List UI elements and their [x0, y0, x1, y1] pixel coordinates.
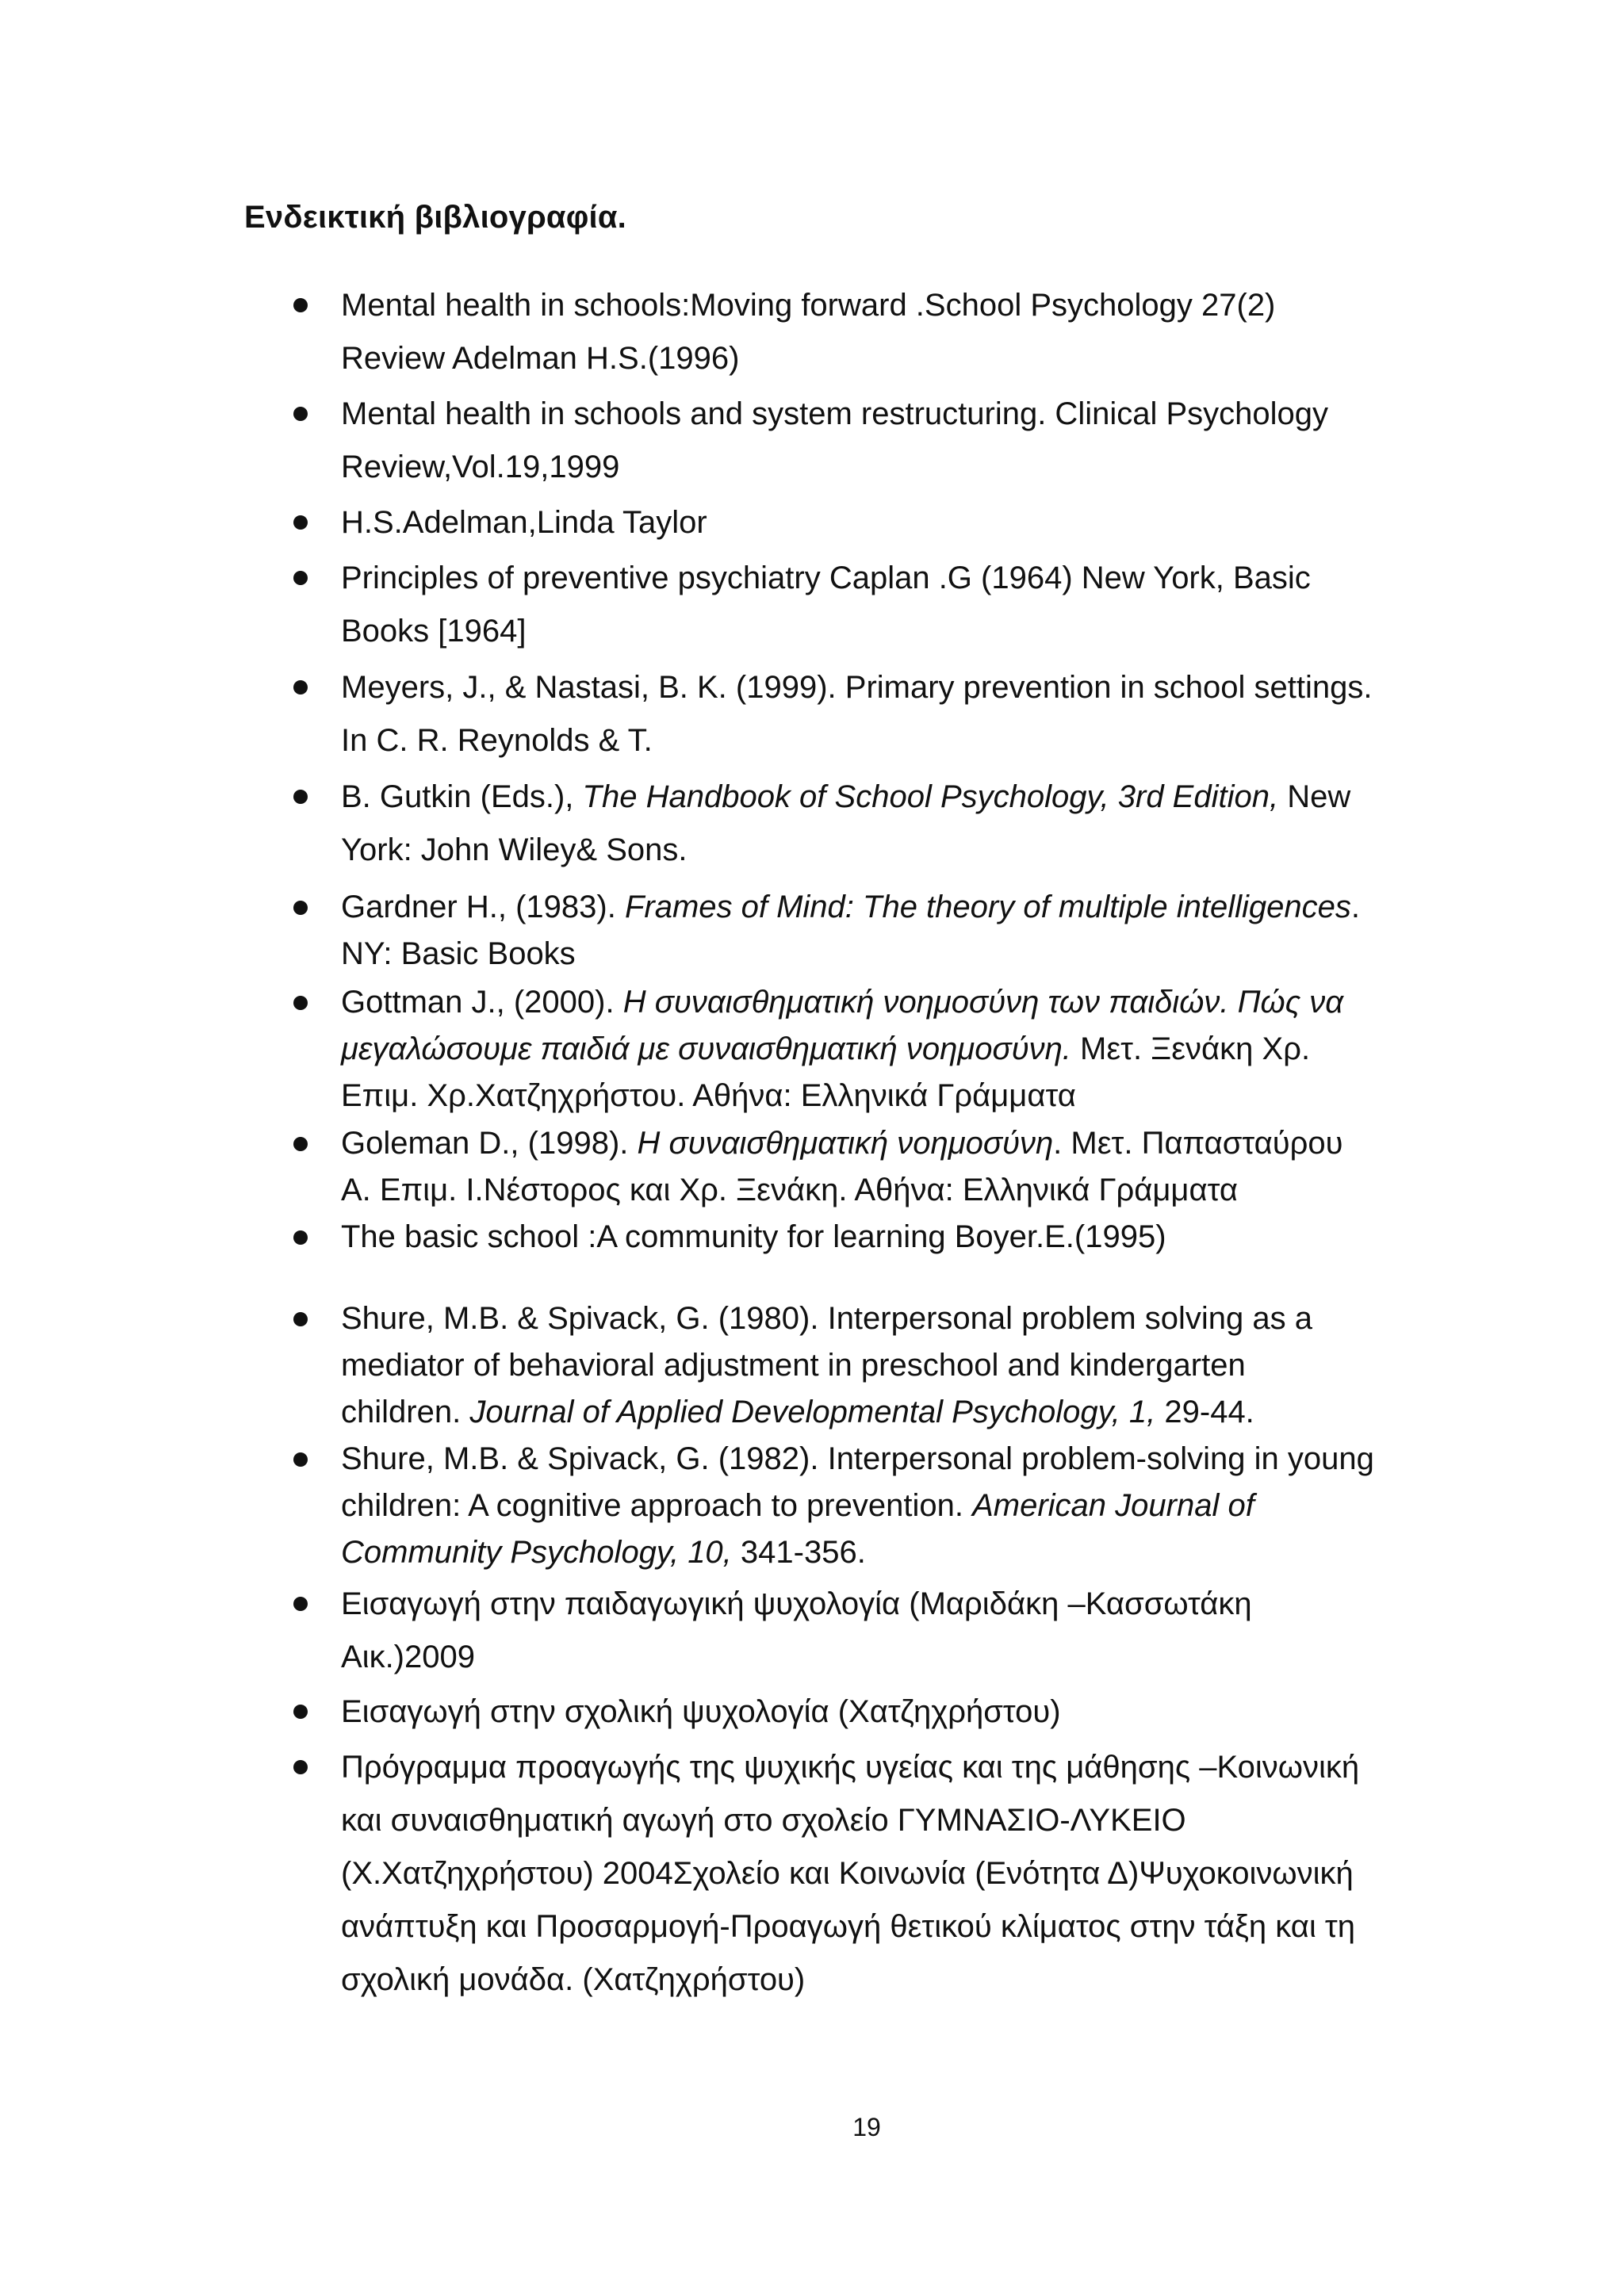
reference-item [341, 979, 1499, 1119]
page-number: 19 [852, 2113, 881, 2141]
bullet-icon [293, 1452, 308, 1467]
reference-item [341, 279, 1499, 385]
bullet-icon [293, 515, 308, 530]
reference-item [341, 388, 1499, 494]
reference-line: NY: Basic Books [341, 936, 576, 971]
reference-item [341, 1686, 1499, 1739]
reference-line: In C. R. Reynolds & T. [341, 723, 653, 758]
bullet-icon [293, 571, 308, 585]
bullet-icon [293, 901, 308, 915]
reference-line: Principles of preventive psychiatry Caplan .G (1964) New York, Basic [341, 561, 1311, 595]
reference-line: Gardner H., (1983). Frames of Mind: The theory of multiple intelligences. [341, 890, 1361, 924]
reference-line: Πρόγραμμα προαγωγής της ψυχικής υγείας και της μάθησης –Κοινωνική [341, 1750, 1360, 1785]
reference-line: (Χ.Χατζηχρήστου) 2004Σχολείο και Κοινωνία (Ενότητα Δ)Ψυχοκοινωνική [341, 1856, 1354, 1891]
reference-title: Η συναισθηματική νοημοσύνη [637, 1126, 1054, 1161]
reference-item [341, 1295, 1499, 1436]
bullet-icon [293, 1312, 308, 1326]
bullet-icon [293, 298, 308, 312]
reference-line: και συναισθηματική αγωγή στο σχολείο ΓΥΜΝΑΣΙΟ-ΛΥΚΕΙΟ [341, 1803, 1186, 1838]
reference-line: Αικ.)2009 [341, 1640, 475, 1674]
reference-title: μεγαλώσουμε παιδιά με συναισθηματική νοημοσύνη. [341, 1031, 1071, 1066]
reference-line: Mental health in schools:Moving forward .School Psychology 27(2) [341, 288, 1276, 323]
reference-line: μεγαλώσουμε παιδιά με συναισθηματική νοημοσύνη. Μετ. Ξενάκη Χρ. [341, 1031, 1311, 1066]
reference-title: American Journal of [972, 1488, 1254, 1523]
reference-line: Shure, M.B. & Spivack, G. (1982). Interpersonal problem-solving in young [341, 1441, 1374, 1476]
reference-title: Community Psychology, 10, [341, 1535, 732, 1570]
reference-item [341, 1578, 1499, 1684]
reference-title: Journal of Applied Developmental Psychology, 1, [469, 1395, 1156, 1429]
reference-line: children: A cognitive approach to prevention. American Journal of [341, 1488, 1254, 1523]
reference-line: Community Psychology, 10, 341-356. [341, 1535, 866, 1570]
reference-item [341, 1436, 1499, 1576]
reference-line: ανάπτυξη και Προσαρμογή-Προαγωγή θετικού κλίματος στην τάξη και τη [341, 1909, 1355, 1944]
reference-line: Books [1964] [341, 614, 527, 649]
bullet-icon [293, 407, 308, 421]
reference-line: Εισαγωγή στην παιδαγωγική ψυχολογία (Μαριδάκη –Κασσωτάκη [341, 1586, 1252, 1621]
reference-line: mediator of behavioral adjustment in preschool and kindergarten [341, 1348, 1246, 1383]
reference-item [341, 884, 1499, 978]
reference-line: Review Adelman H.S.(1996) [341, 341, 740, 376]
reference-line: Εισαγωγή στην σχολική ψυχολογία (Χατζηχρήστου) [341, 1694, 1061, 1729]
reference-line: Επιμ. Χρ.Χατζηχρήστου. Αθήνα: Ελληνικά Γράμματα [341, 1078, 1076, 1113]
reference-item [341, 552, 1499, 658]
reference-item [341, 661, 1499, 767]
reference-item [341, 1214, 1499, 1261]
reference-line: σχολική μονάδα. (Χατζηχρήστου) [341, 1962, 806, 1997]
bullet-icon [293, 1597, 308, 1611]
reference-item [341, 496, 1499, 549]
bullet-icon [293, 1760, 308, 1774]
reference-line: Shure, M.B. & Spivack, G. (1980). Interpersonal problem solving as a [341, 1301, 1313, 1336]
reference-line: Review,Vol.19,1999 [341, 450, 620, 484]
reference-title: The Handbook of School Psychology, 3rd Edition, [582, 779, 1279, 814]
reference-line: Mental health in schools and system restructuring. Clinical Psychology [341, 396, 1329, 431]
reference-line: York: John Wiley& Sons. [341, 832, 688, 867]
reference-line: Gottman J., (2000). Η συναισθηματική νοημοσύνη των παιδιών. Πώς να [341, 985, 1344, 1020]
reference-line: Α. Επιμ. Ι.Νέστορος και Χρ. Ξενάκη. Αθήνα: Ελληνικά Γράμματα [341, 1173, 1238, 1207]
reference-line: H.S.Adelman,Linda Taylor [341, 505, 707, 540]
reference-title: Frames of Mind: The theory of multiple intelligences [624, 890, 1351, 924]
reference-item [341, 1120, 1499, 1214]
reference-item [341, 1741, 1499, 2007]
reference-line: Meyers, J., & Nastasi, B. K. (1999). Primary prevention in school settings. [341, 670, 1373, 705]
bullet-icon [293, 680, 308, 695]
reference-line: B. Gutkin (Eds.), The Handbook of School Psychology, 3rd Edition, New [341, 779, 1351, 814]
reference-line: The basic school :A community for learning Boyer.E.(1995) [341, 1219, 1166, 1254]
bullet-icon [293, 996, 308, 1010]
bullet-icon [293, 790, 308, 804]
reference-line: Goleman D., (1998). Η συναισθηματική νοημοσύνη. Μετ. Παπασταύρου [341, 1126, 1343, 1161]
bullet-icon [293, 1137, 308, 1151]
bullet-icon [293, 1230, 308, 1245]
bibliography-heading: Ενδεικτική βιβλιογραφία. [244, 200, 626, 235]
reference-item [341, 771, 1499, 877]
bullet-icon [293, 1705, 308, 1719]
reference-title: Η συναισθηματική νοημοσύνη των παιδιών. Πώς να [622, 985, 1344, 1020]
reference-line: children. Journal of Applied Developmental Psychology, 1, 29-44. [341, 1395, 1254, 1429]
